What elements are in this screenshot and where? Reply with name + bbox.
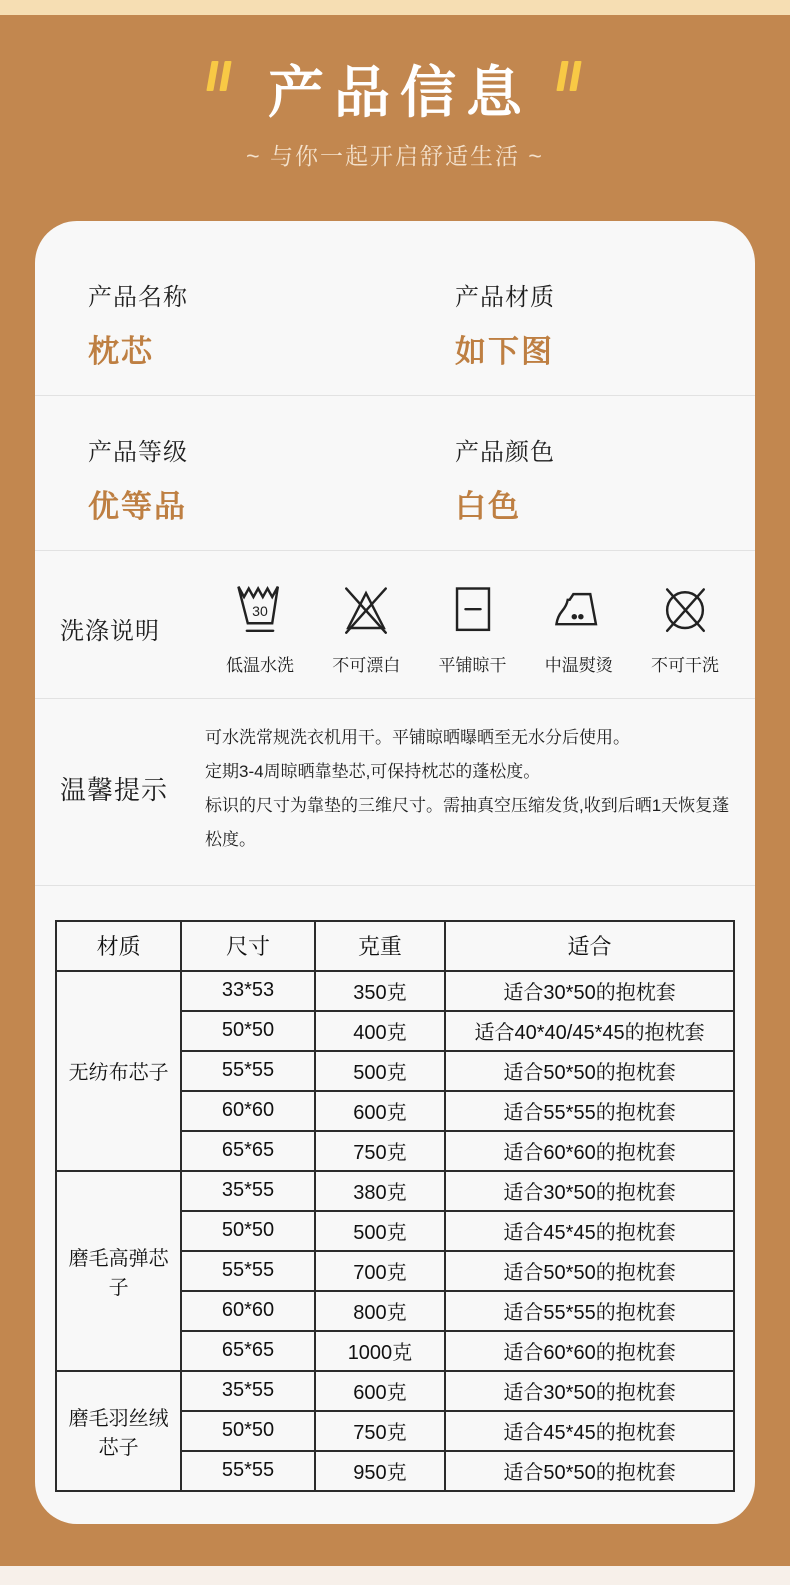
material-cell: 磨毛羽丝绒芯子 — [56, 1371, 181, 1491]
size-cell: 60*60 — [181, 1291, 314, 1331]
dry-flat-icon — [444, 581, 502, 643]
fit-cell: 适合55*55的抱枕套 — [445, 1091, 734, 1131]
table-header-row — [56, 921, 734, 971]
weight-cell: 380克 — [315, 1171, 445, 1211]
wash-30-icon — [231, 581, 289, 643]
field-value: 如下图 — [455, 333, 554, 369]
page-title: 产品信息 — [268, 61, 532, 124]
quote-mark-left-icon — [206, 61, 234, 97]
info-field-material — [455, 277, 755, 371]
info-field-grade — [88, 432, 455, 526]
fit-cell: 适合50*50的抱枕套 — [445, 1051, 734, 1091]
fit-cell: 适合40*40/45*45的抱枕套 — [445, 1011, 734, 1051]
size-cell: 50*50 — [181, 1011, 314, 1051]
fit-cell: 适合50*50的抱枕套 — [445, 1451, 734, 1491]
field-value: 枕芯 — [88, 333, 154, 369]
washing-section-label: 洗涤说明 — [60, 617, 160, 645]
weight-cell: 700克 — [315, 1251, 445, 1291]
fit-cell: 适合60*60的抱枕套 — [445, 1131, 734, 1171]
washing-instructions-section — [35, 551, 755, 698]
tips-line: 标识的尺寸为靠垫的三维尺寸。需抽真空压缩发货,收到后晒1天恢复蓬松度。 — [205, 795, 730, 849]
size-spec-table — [55, 920, 735, 1492]
tips-text — [205, 721, 735, 857]
washing-item — [527, 581, 631, 676]
washing-item — [633, 581, 737, 676]
header-weight: 克重 — [315, 921, 445, 971]
size-cell: 35*55 — [181, 1371, 314, 1411]
page-subtitle: ~ 与你一起开启舒适生活 ~ — [246, 142, 544, 169]
product-info-card — [35, 221, 755, 1524]
washing-icons-row — [208, 581, 737, 676]
material-cell: 无纺布芯子 — [56, 971, 181, 1171]
field-label: 产品颜色 — [455, 438, 555, 466]
weight-cell: 950克 — [315, 1451, 445, 1491]
field-label: 产品等级 — [88, 438, 188, 466]
divider — [35, 885, 755, 886]
field-label: 产品材质 — [455, 283, 555, 311]
field-label: 产品名称 — [88, 283, 188, 311]
weight-cell: 800克 — [315, 1291, 445, 1331]
header-fit: 适合 — [445, 921, 734, 971]
fit-cell: 适合50*50的抱枕套 — [445, 1251, 734, 1291]
info-row-1 — [35, 221, 755, 395]
fit-cell: 适合30*50的抱枕套 — [445, 1171, 734, 1211]
size-cell: 55*55 — [181, 1451, 314, 1491]
top-accent-strip — [0, 0, 790, 15]
no-dry-clean-icon — [656, 581, 714, 643]
washing-item-label: 不可漂白 — [332, 655, 401, 675]
field-value: 白色 — [455, 488, 521, 524]
fit-cell: 适合30*50的抱枕套 — [445, 971, 734, 1011]
weight-cell: 750克 — [315, 1411, 445, 1451]
weight-cell: 500克 — [315, 1051, 445, 1091]
fit-cell: 适合60*60的抱枕套 — [445, 1331, 734, 1371]
field-value: 优等品 — [88, 488, 187, 524]
weight-cell: 500克 — [315, 1211, 445, 1251]
washing-item — [421, 581, 525, 676]
size-cell: 50*50 — [181, 1411, 314, 1451]
quote-mark-right-icon — [556, 61, 584, 97]
size-cell: 60*60 — [181, 1091, 314, 1131]
fit-cell: 适合45*45的抱枕套 — [445, 1211, 734, 1251]
header-size: 尺寸 — [181, 921, 314, 971]
size-cell: 55*55 — [181, 1051, 314, 1091]
svg-text:30: 30 — [252, 602, 268, 619]
washing-item — [314, 581, 418, 676]
tips-line: 可水洗常规洗衣机用干。平铺晾晒曝晒至无水分后使用。 — [205, 727, 630, 747]
table-row — [56, 1371, 734, 1411]
no-bleach-icon — [337, 581, 395, 643]
weight-cell: 1000克 — [315, 1331, 445, 1371]
size-cell: 50*50 — [181, 1211, 314, 1251]
tips-line: 定期3-4周晾晒靠垫芯,可保持枕芯的蓬松度。 — [205, 761, 541, 781]
fit-cell: 适合45*45的抱枕套 — [445, 1411, 734, 1451]
size-table-body — [56, 971, 734, 1491]
table-row — [56, 1171, 734, 1211]
header-material: 材质 — [56, 921, 181, 971]
size-cell: 35*55 — [181, 1171, 314, 1211]
weight-cell: 350克 — [315, 971, 445, 1011]
info-field-name — [88, 277, 455, 371]
washing-item-label: 低温水洗 — [226, 655, 294, 675]
bottom-accent-strip — [0, 1566, 790, 1585]
washing-item-label: 不可干洗 — [651, 655, 719, 675]
fit-cell: 适合55*55的抱枕套 — [445, 1291, 734, 1331]
size-cell: 33*53 — [181, 971, 314, 1011]
size-cell: 65*65 — [181, 1331, 314, 1371]
iron-medium-icon — [550, 581, 608, 643]
tips-section — [35, 699, 755, 885]
washing-item — [208, 581, 312, 676]
size-cell: 65*65 — [181, 1131, 314, 1171]
size-cell: 55*55 — [181, 1251, 314, 1291]
material-cell: 磨毛高弹芯子 — [56, 1171, 181, 1371]
weight-cell: 600克 — [315, 1371, 445, 1411]
page-header — [0, 15, 790, 171]
tips-section-label: 温馨提示 — [60, 775, 169, 806]
washing-item-label: 中温熨烫 — [544, 655, 613, 675]
weight-cell: 400克 — [315, 1011, 445, 1051]
info-row-2 — [35, 396, 755, 550]
weight-cell: 600克 — [315, 1091, 445, 1131]
fit-cell: 适合30*50的抱枕套 — [445, 1371, 734, 1411]
weight-cell: 750克 — [315, 1131, 445, 1171]
washing-item-label: 平铺晾干 — [438, 655, 507, 675]
table-row — [56, 971, 734, 1011]
info-field-color — [455, 432, 755, 526]
